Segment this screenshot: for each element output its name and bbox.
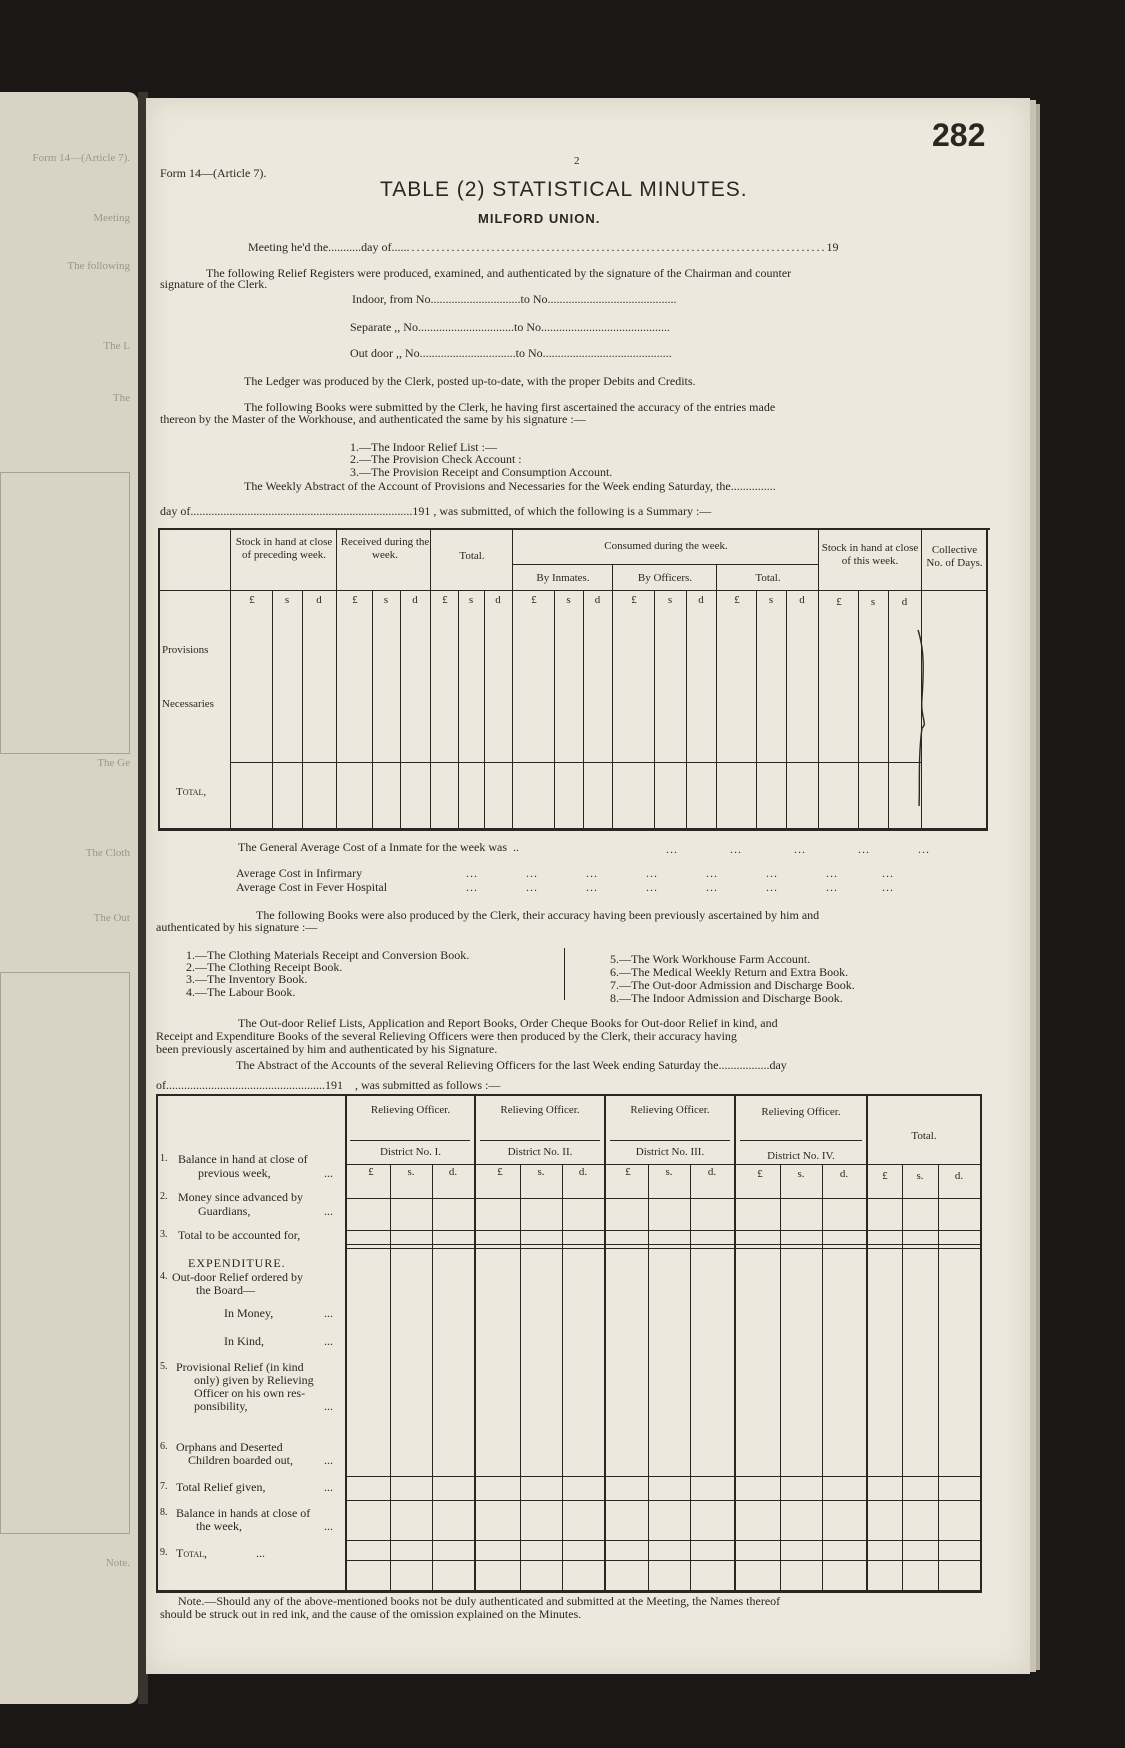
unit-pound: £	[734, 594, 740, 606]
unit-pound: £	[352, 594, 358, 606]
unit-pound: £	[882, 1170, 888, 1182]
unit-pence: d	[316, 594, 322, 606]
average-fever-hospital: Average Cost in Fever Hospital	[236, 880, 388, 894]
unit-pound: £	[531, 594, 537, 606]
unit-shilling: s	[667, 594, 673, 606]
unit-pound: £	[625, 1166, 631, 1178]
unit-pound: £	[631, 594, 637, 606]
facing-page	[0, 92, 138, 1704]
average-infirmary: Average Cost in Infirmary	[236, 866, 363, 880]
unit-shilling: s.	[665, 1166, 673, 1178]
union-name: MILFORD UNION.	[478, 211, 601, 226]
district-4: District No. IV.	[767, 1150, 835, 1162]
ghost-table	[0, 472, 130, 754]
ghost-text: The Out	[93, 912, 130, 924]
col-consumed-total: Total.	[755, 572, 781, 584]
register-outdoor: Out door ,, No................................to No...........................................	[350, 346, 672, 360]
officer-heading: Relieving Officer.	[761, 1106, 841, 1118]
col-collective-days: Collective No. of Days.	[926, 544, 983, 569]
unit-pence: d.	[578, 1166, 588, 1178]
unit-pence: d	[412, 594, 418, 606]
clerk-books-intro: The following Books were also produced by the Clerk, their accuracy having been previously ascertained by him and	[256, 908, 820, 922]
unit-shilling: s.	[407, 1166, 415, 1178]
col-total: Total.	[459, 550, 485, 562]
unit-shilling: s	[284, 594, 290, 606]
unit-pence: d	[901, 596, 908, 608]
row-provisions: Provisions	[162, 644, 209, 656]
unit-pence: d.	[448, 1166, 458, 1178]
meeting-line: Meeting he'd the...........day of.........................................................................................19	[248, 240, 839, 254]
divider	[564, 948, 565, 1000]
clerk-books-intro-cont: authenticated by his signature :—	[156, 920, 318, 934]
unit-shilling: s	[768, 594, 774, 606]
weekly-abstract-cont: day of..........................................................................191 , was submitted, of which the following is a Summary :—	[160, 504, 712, 518]
books-intro: The following Books were submitted by the Clerk, he having first ascertained the accuracy of the entries made	[244, 400, 776, 414]
unit-pound: £	[249, 594, 255, 606]
footnote: Note.—Should any of the above-mentioned books not be duly authenticated and submitted at the Meeting, the Names thereof	[178, 1594, 781, 1608]
ghost-table	[0, 972, 130, 1534]
unit-pound: £	[368, 1166, 374, 1178]
district-3: District No. III.	[635, 1146, 705, 1158]
unit-shilling: s.	[916, 1170, 924, 1182]
unit-pence: d	[495, 594, 501, 606]
general-average-cost: The General Average Cost of a Inmate for the week was ..	[238, 840, 519, 854]
unit-pence: d.	[839, 1168, 849, 1180]
district-1: District No. I.	[379, 1146, 442, 1158]
unit-pound: £	[442, 594, 448, 606]
books-intro-cont: thereon by the Master of the Workhouse, and authenticated the same by his signature :—	[160, 412, 586, 426]
unit-shilling: s	[383, 594, 389, 606]
row-total: Total,	[176, 786, 207, 798]
book-item: 1.—The Indoor Relief List :—	[350, 440, 497, 454]
col-consumed: Consumed during the week.	[604, 540, 728, 552]
unit-pence: d	[799, 594, 805, 606]
book-item: 2.—The Provision Check Account :	[350, 452, 522, 466]
page-edge	[1036, 104, 1040, 1670]
col-stock-prev: Stock in hand at close of preceding week.	[235, 536, 333, 561]
ghost-text: Note.	[105, 1557, 130, 1569]
row-necessaries: Necessaries	[162, 698, 214, 710]
unit-shilling: s.	[797, 1168, 805, 1180]
outdoor-paragraph-cont: Receipt and Expenditure Books of the several Relieving Officers were then produced by the Clerk, their accuracy having	[156, 1029, 737, 1043]
unit-pence: d	[698, 594, 704, 606]
footnote-cont: should be struck out in red ink, and the cause of the omission explained on the Minutes.	[160, 1607, 582, 1621]
weekly-abstract: The Weekly Abstract of the Account of Provisions and Necessaries for the Week ending Saturday, the...............	[244, 479, 776, 493]
unit-pound: £	[836, 596, 842, 608]
ghost-text: The Cloth	[85, 847, 130, 859]
unit-pound: £	[497, 1166, 503, 1178]
page-title: TABLE (2) STATISTICAL MINUTES.	[380, 178, 748, 201]
ghost-text: The	[112, 392, 130, 404]
ledger-line: The Ledger was produced by the Clerk, posted up-to-date, with the proper Debits and Credits.	[244, 374, 696, 388]
total-heading: Total.	[911, 1130, 937, 1142]
outdoor-paragraph-end: been previously ascertained by him and authenticated by his Signature.	[156, 1042, 498, 1056]
unit-shilling: s	[468, 594, 474, 606]
abstract-line-cont: of.....................................................191 , was submitted as follows :—	[156, 1078, 501, 1092]
col-by-inmates: By Inmates.	[536, 572, 590, 584]
book-item: 3.—The Provision Receipt and Consumption Account.	[350, 465, 613, 479]
relief-intro: The following Relief Registers were produced, examined, and authenticated by the signature of the Chairman and counter	[206, 266, 792, 280]
unit-pence: d.	[954, 1170, 964, 1182]
brace-mark	[914, 628, 932, 808]
unit-shilling: s	[870, 596, 876, 608]
sheet-number: 2	[574, 155, 580, 167]
ghost-text: The following	[67, 260, 130, 272]
col-received: Received during the week.	[340, 536, 430, 561]
ghost-text: Form 14—(Article 7).	[32, 152, 130, 164]
unit-shilling: s.	[537, 1166, 545, 1178]
register-separate: Separate ,, No................................to No...........................................	[350, 320, 670, 334]
col-by-officers: By Officers.	[637, 572, 693, 584]
register-indoor: Indoor, from No..............................to No...........................................	[352, 292, 677, 306]
col-stock-close: Stock in hand at close of this week.	[821, 542, 919, 567]
officer-heading: Relieving Officer.	[500, 1104, 580, 1116]
abstract-line: The Abstract of the Accounts of the several Relieving Officers for the last Week ending Saturday the.................day	[236, 1058, 787, 1072]
ghost-text: The Ge	[97, 757, 130, 769]
unit-pound: £	[757, 1168, 763, 1180]
page-number: 282	[932, 117, 986, 153]
relief-intro-cont: signature of the Clerk.	[160, 277, 268, 291]
district-2: District No. II.	[507, 1146, 573, 1158]
outdoor-paragraph: The Out-door Relief Lists, Application and Report Books, Order Cheque Books for Out-door Relief in kind, and	[238, 1016, 778, 1030]
ghost-text: Meeting	[93, 212, 130, 224]
officer-heading: Relieving Officer.	[370, 1104, 451, 1116]
form-reference: Form 14—(Article 7).	[160, 166, 267, 180]
unit-shilling: s	[566, 594, 571, 606]
ghost-text: The L	[103, 340, 130, 352]
officer-heading: Relieving Officer.	[630, 1104, 710, 1116]
unit-pence: d.	[707, 1166, 717, 1178]
unit-pence: d	[594, 594, 601, 606]
